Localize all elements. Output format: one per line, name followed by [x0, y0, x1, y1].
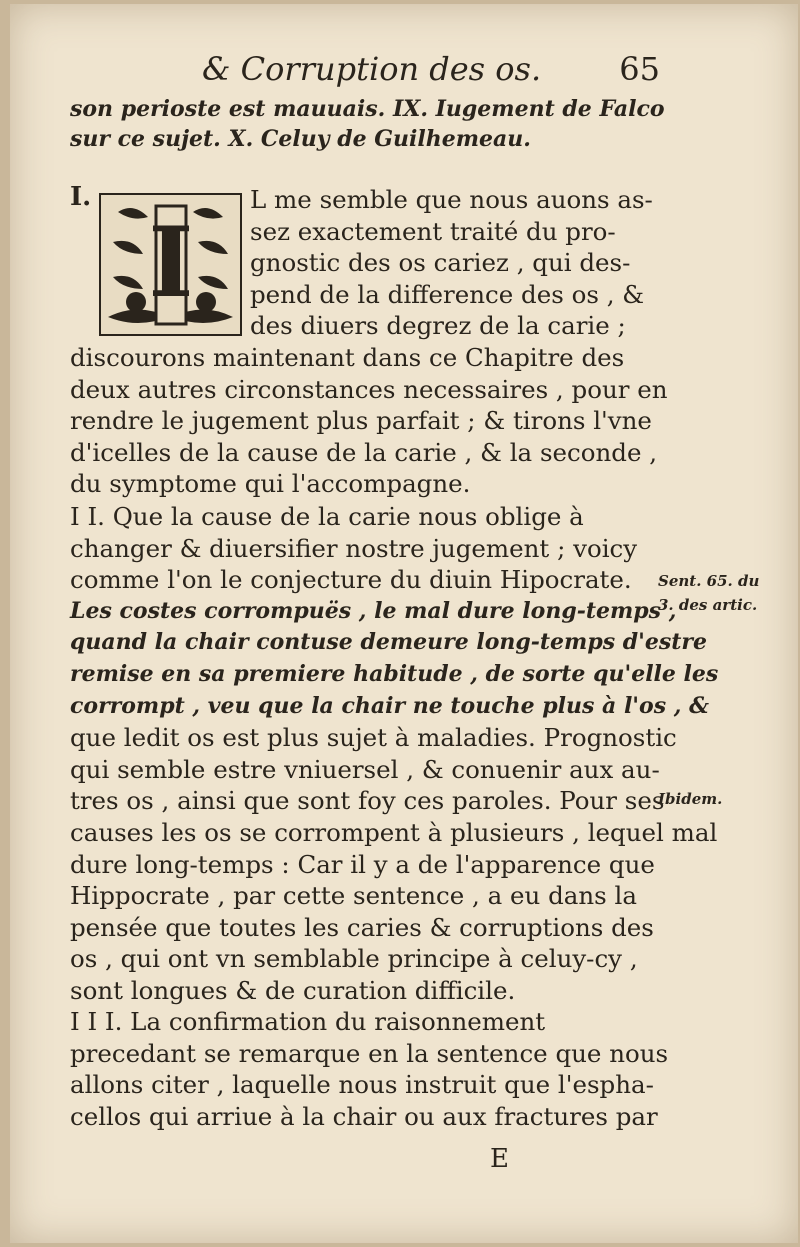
- text-line: remise en sa premiere habitude , de sorte qu'elle les: [70, 660, 719, 687]
- section-3-body: [70, 1006, 669, 1132]
- text-line: allons citer , laquelle nous instruit que l'espha-: [70, 1070, 654, 1100]
- text-line: Hippocrate , par cette sentence , a eu dans la: [70, 881, 637, 911]
- text-line: du symptome qui l'accompagne.: [70, 469, 471, 499]
- section-1-body: [70, 342, 668, 500]
- text-line: des diuers degrez de la carie ;: [250, 311, 626, 341]
- margin-note: 3. des artic.: [658, 596, 758, 614]
- text-line: quand la chair contuse demeure long-temps d'estre: [70, 629, 708, 656]
- signature-mark: E: [490, 1144, 509, 1174]
- page-number: 65: [619, 50, 660, 88]
- section-number: I.: [70, 182, 92, 212]
- text-line: L me semble que nous auons as-: [250, 185, 653, 214]
- text-line: discourons maintenant dans ce Chapitre des: [70, 343, 625, 372]
- text-line: sez exactement traité du pro-: [250, 216, 616, 246]
- summary-line: son perioste est mauuais. IX. Iugement de Falco: [70, 96, 665, 122]
- text-line: dure long-temps : Car il y a de l'apparence que: [70, 849, 655, 879]
- section-1-opening: [250, 184, 653, 342]
- svg-text:I: I: [148, 206, 194, 319]
- margin-note: Ibidem.: [658, 790, 723, 808]
- text-line: pensée que toutes les caries & corruptions des: [70, 912, 654, 942]
- text-line: deux autres circonstances necessaires , pour en: [70, 374, 668, 404]
- summary-line: sur ce sujet. X. Celuy de Guilhemeau.: [70, 126, 531, 152]
- text-line: corrompt , veu que la chair ne touche plus à l'os , &: [70, 692, 709, 719]
- text-line: sont longues & de curation difficile.: [70, 975, 516, 1005]
- margin-note: Sent. 65. du: [658, 572, 760, 590]
- text-line: changer & diuersifier nostre jugement ; voicy: [70, 533, 638, 563]
- chapter-summary: [70, 94, 665, 154]
- text-line: Les costes corrompuës , le mal dure long-temps ,: [70, 597, 677, 624]
- book-page: [10, 4, 798, 1243]
- text-line: que ledit os est plus sujet à maladies. Prognostic: [70, 723, 677, 753]
- text-line: qui semble estre vniuersel , & conuenir aux au-: [70, 754, 660, 784]
- text-line: pend de la difference des os , &: [250, 279, 645, 309]
- text-line: I I I. La confirmation du raisonnement: [70, 1007, 546, 1036]
- text-line: os , qui ont vn semblable principe à celuy-cy ,: [70, 944, 638, 974]
- text-line: comme l'on le conjecture du diuin Hipocrate.: [70, 565, 632, 595]
- text-line: precedant se remarque en la sentence que nous: [70, 1038, 669, 1068]
- text-line: cellos qui arriue à la chair ou aux fractures par: [70, 1101, 658, 1131]
- text-line: I I. Que la cause de la carie nous oblige à: [70, 502, 584, 531]
- decorated-initial: [98, 192, 243, 337]
- text-line: rendre le jugement plus parfait ; & tirons l'vne: [70, 406, 652, 436]
- running-header: [140, 46, 660, 90]
- floral-initial-icon: [98, 192, 243, 337]
- text-line: tres os , ainsi que sont foy ces paroles. Pour ses: [70, 786, 665, 816]
- text-line: d'icelles de la cause de la carie , & la seconde ,: [70, 437, 658, 467]
- running-title: & Corruption des os.: [202, 50, 542, 88]
- text-line: gnostic des os cariez , qui des-: [250, 248, 631, 278]
- text-line: causes les os se corrompent à plusieurs , lequel mal: [70, 817, 718, 847]
